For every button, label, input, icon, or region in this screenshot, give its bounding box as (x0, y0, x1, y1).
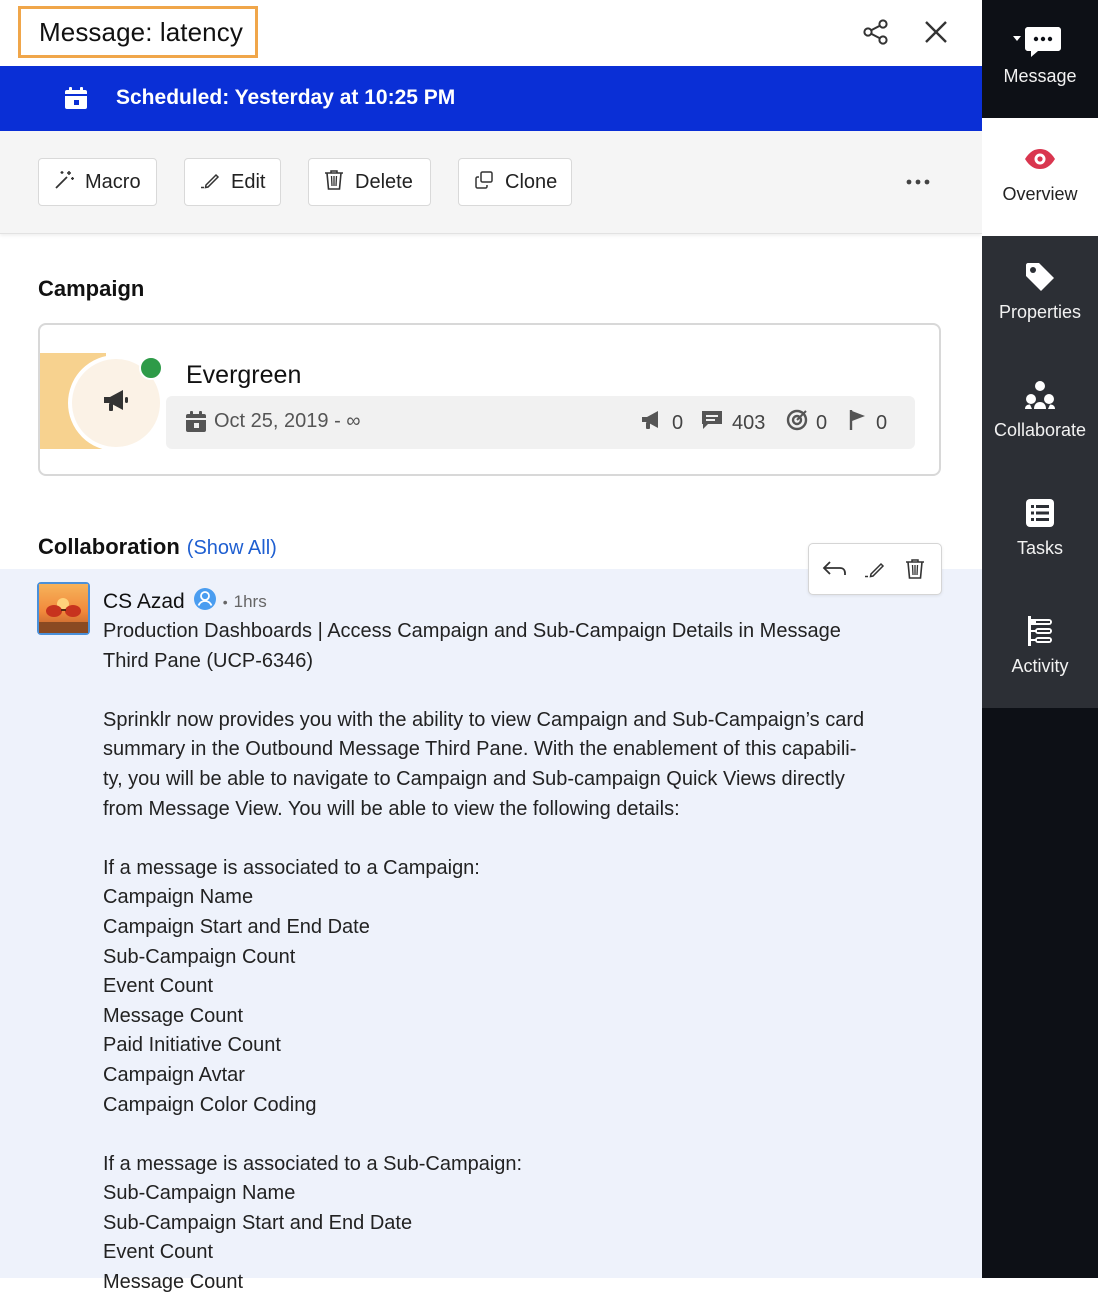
delete-button[interactable] (308, 158, 431, 206)
campaign-messages-count: 403 (732, 411, 766, 434)
sidebar-item-label: Overview (1002, 184, 1078, 204)
comment-line: Event Count (103, 1241, 214, 1264)
reply-icon[interactable] (820, 554, 850, 584)
sidebar-item-label: Tasks (1016, 538, 1063, 558)
campaign-events-stat (640, 409, 683, 437)
close-icon[interactable] (920, 16, 952, 48)
comment-line: Sprinklr now provides you with the ability to view Campaign and Sub-Campaign’s card (103, 708, 865, 731)
edit-comment-icon[interactable] (860, 554, 890, 584)
comment-author[interactable]: CS Azad (103, 590, 185, 613)
comment-icon (700, 409, 724, 437)
schedule-bar (0, 66, 982, 131)
message-icon (1012, 24, 1068, 58)
megaphone-icon (101, 388, 131, 419)
comment-line: from Message View. You will be able to view the following details: (103, 797, 680, 820)
campaign-section-title: Campaign (38, 276, 145, 301)
right-sidebar (982, 0, 1098, 1278)
campaign-date-range: Oct 25, 2019 - ∞ (214, 410, 361, 432)
comment-line: Sub-Campaign Name (103, 1182, 296, 1205)
campaign-meta-row (166, 396, 915, 449)
collaboration-header (38, 534, 277, 560)
calendar-icon (64, 86, 88, 115)
campaign-targets-count: 0 (816, 411, 828, 434)
edit-label: Edit (231, 170, 266, 193)
campaign-flags-stat (848, 409, 887, 437)
more-options-icon[interactable] (902, 167, 934, 197)
comment-author-line (103, 587, 267, 617)
campaign-status-dot (139, 356, 163, 380)
comment-blank-line (103, 676, 953, 706)
comment-line: If a message is associated to a Campaign: (103, 856, 480, 879)
comment-line: Event Count (103, 975, 214, 998)
campaign-card[interactable] (38, 323, 941, 476)
show-all-link[interactable]: (Show All) (186, 537, 277, 559)
comment-line: If a message is associated to a Sub-Campaign: (103, 1152, 523, 1175)
collaborate-icon (1024, 378, 1056, 412)
sidebar-item-overview[interactable] (982, 118, 1098, 236)
sidebar-item-collaborate[interactable] (982, 354, 1098, 472)
page-title-box (18, 6, 258, 58)
comment-blank-line (103, 824, 953, 854)
pencil-icon (199, 169, 221, 196)
collaboration-section-title: Collaboration (38, 534, 180, 559)
calendar-icon (186, 411, 206, 438)
action-toolbar (0, 131, 982, 234)
campaign-name[interactable]: Evergreen (186, 361, 302, 389)
activity-icon (1025, 614, 1055, 648)
comment-blank-line (103, 1120, 953, 1150)
share-icon[interactable] (860, 16, 892, 48)
tasks-icon (1025, 496, 1055, 530)
campaign-messages-stat (700, 409, 765, 437)
campaign-targets-stat (786, 409, 827, 437)
megaphone-icon (640, 409, 664, 437)
sidebar-item-label: Activity (1011, 656, 1069, 676)
pane-header (0, 0, 982, 66)
trash-icon (323, 169, 345, 196)
eye-icon (1023, 142, 1057, 176)
comment-line: ty, you will be able to navigate to Campaign and Sub-campaign Quick Views directly (103, 767, 845, 790)
separator-dot: • (222, 594, 228, 610)
delete-label: Delete (355, 170, 413, 193)
edit-button[interactable] (184, 158, 281, 206)
sidebar-item-label: Message (1003, 66, 1077, 86)
comment-line: Paid Initiative Count (103, 1034, 281, 1057)
macro-label: Macro (85, 170, 141, 193)
flag-icon (848, 409, 868, 437)
comment-line: Message Count (103, 1271, 244, 1294)
schedule-text: Scheduled: Yesterday at 10:25 PM (116, 86, 456, 109)
comment-line: Campaign Name (103, 886, 254, 909)
campaign-events-count: 0 (672, 411, 684, 434)
macro-button[interactable] (38, 158, 157, 206)
target-icon (786, 409, 808, 437)
sidebar-item-label: Collaborate (993, 420, 1087, 440)
comment-actions (808, 543, 942, 595)
campaign-flags-count: 0 (876, 411, 888, 434)
user-badge-icon (193, 587, 217, 617)
comment-line: Third Pane (UCP-6346) (103, 649, 314, 672)
sidebar-item-activity[interactable] (982, 590, 1098, 708)
comment-body (103, 617, 953, 1298)
comment-time: 1hrs (233, 592, 267, 611)
comment-line: Campaign Color Coding (103, 1093, 317, 1116)
sidebar-item-properties[interactable] (982, 236, 1098, 354)
comment-line: Campaign Avtar (103, 1063, 245, 1086)
comment-line: Campaign Start and End Date (103, 915, 370, 938)
sidebar-item-tasks[interactable] (982, 472, 1098, 590)
delete-comment-icon[interactable] (900, 554, 930, 584)
comment-line: Sub-Campaign Count (103, 945, 296, 968)
page-title: Message: latency (39, 16, 243, 47)
comment-line: Sub-Campaign Start and End Date (103, 1211, 413, 1234)
sidebar-item-message[interactable] (982, 0, 1098, 118)
clone-label: Clone (505, 170, 558, 193)
avatar[interactable] (37, 582, 90, 635)
comment-line: summary in the Outbound Message Third Pane. With the enablement of this capabili- (103, 738, 857, 761)
comment-line: Production Dashboards | Access Campaign and Sub-Campaign Details in Message (103, 620, 841, 642)
clone-icon (473, 169, 495, 196)
tag-icon (1024, 260, 1056, 294)
magic-wand-icon (53, 169, 75, 196)
clone-button[interactable] (458, 158, 572, 206)
sidebar-item-label: Properties (998, 302, 1082, 322)
comment-line: Message Count (103, 1004, 244, 1027)
